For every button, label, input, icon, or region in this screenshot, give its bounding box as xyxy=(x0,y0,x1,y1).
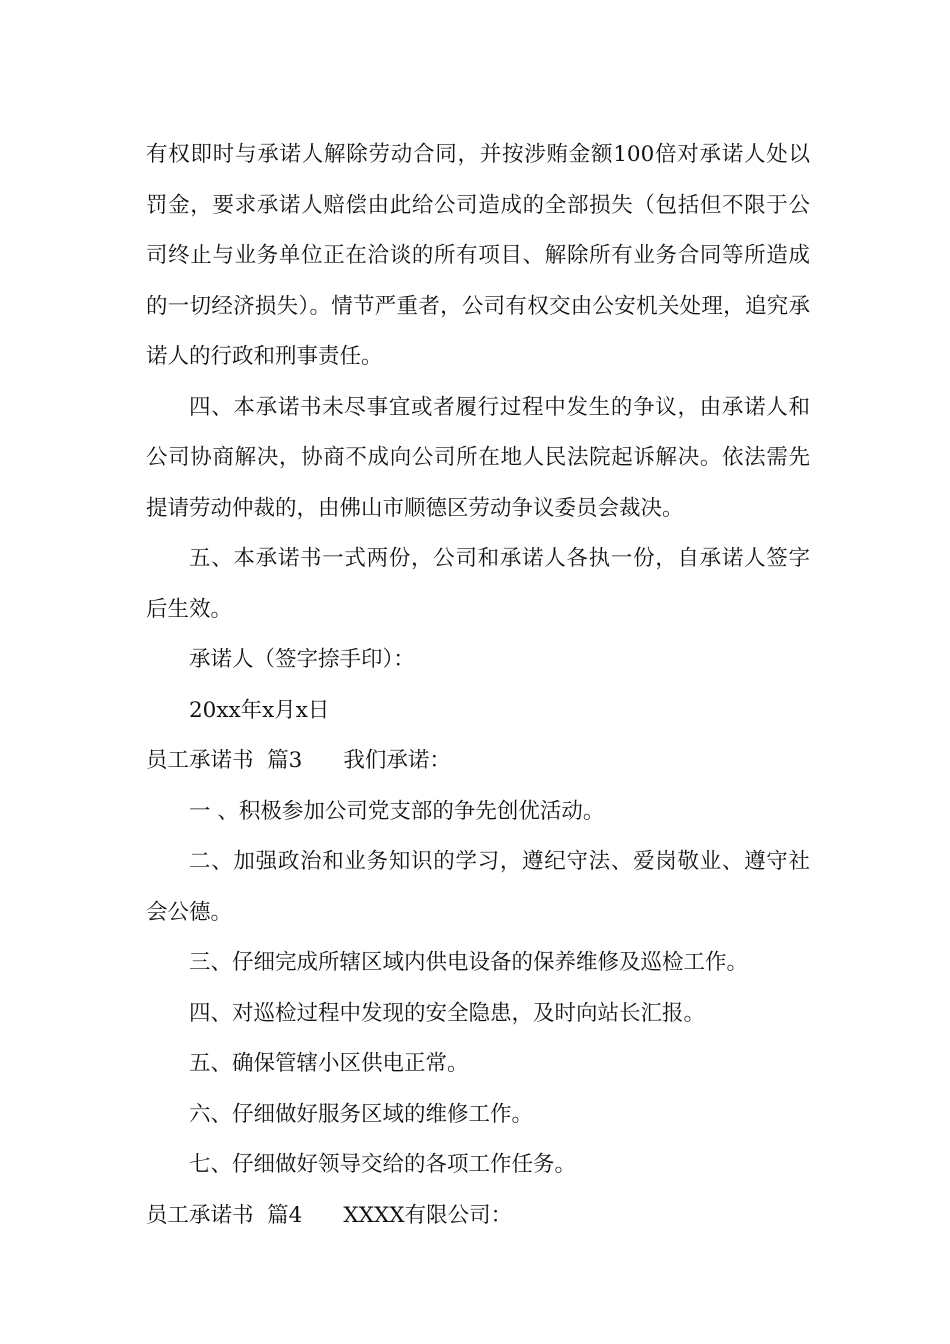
section-heading-3: 员工承诺书 篇3 我们承诺： xyxy=(146,748,451,773)
paragraph-clause-4: 四、本承诺书未尽事宜或者履行过程中发生的争议，由承诺人和公司协商解决，协商不成向公司所在地人民法院起诉解决。依法需先提请劳动仲裁的，由佛山市顺德区劳动争议委员会裁决。 xyxy=(146,394,810,521)
section-heading-4: 员工承诺书 篇4 XXXX有限公司： xyxy=(146,1202,513,1228)
paragraph-continuation: 有权即时与承诺人解除劳动合同，并按涉贿金额100倍对承诺人处以罚金，要求承诺人赔偿由此给公司造成的全部损失（包括但不限于公司终止与业务单位正在洽谈的所有项目、解除所有业务合同等所造成的一切经济损失）。情节严重者，公司有权交由公安机关处理，追究承诺人的行政和刑事责任。 xyxy=(146,142,810,369)
paragraph-clause-5: 五、本承诺书一式两份，公司和承诺人各执一份，自承诺人签字后生效。 xyxy=(146,546,810,622)
list-item: 七、仔细做好领导交给的各项工作任务。 xyxy=(189,1152,577,1177)
date-line: 20xx年x月x日 xyxy=(189,697,330,723)
list-item: 二、加强政治和业务知识的学习，遵纪守法、爱岗敬业、遵守社会公德。 xyxy=(146,849,810,925)
list-item: 五、确保管辖小区供电正常。 xyxy=(189,1051,469,1076)
signature-line: 承诺人（签字捺手印）： xyxy=(189,647,415,672)
list-item: 三、仔细完成所辖区域内供电设备的保养维修及巡检工作。 xyxy=(189,950,749,975)
list-item: 一 、积极参加公司党支部的争先创优活动。 xyxy=(189,798,605,824)
list-item: 四、对巡检过程中发现的安全隐患，及时向站长汇报。 xyxy=(189,1000,706,1026)
list-item: 六、仔细做好服务区域的维修工作。 xyxy=(189,1101,534,1127)
document-body xyxy=(146,130,810,1241)
